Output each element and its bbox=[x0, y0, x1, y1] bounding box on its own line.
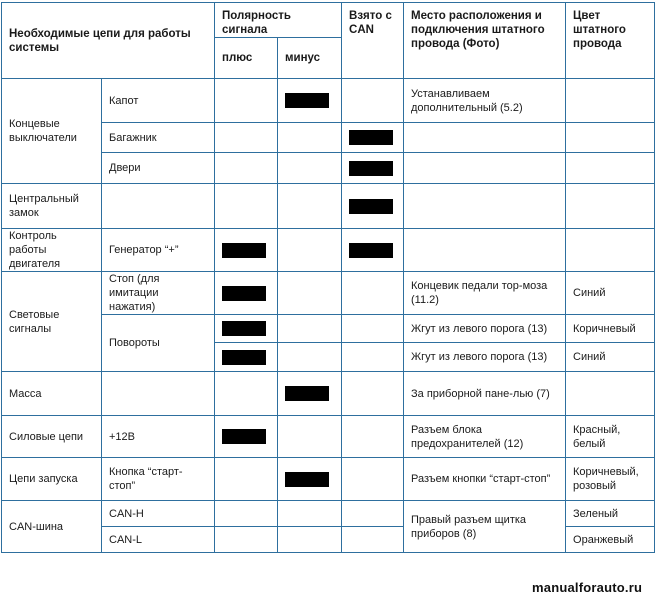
header-polarity: Полярность сигнала bbox=[215, 3, 342, 38]
row-location: За приборной пане-лью (7) bbox=[404, 372, 566, 416]
row-color: Коричневый bbox=[566, 315, 655, 343]
minus-marker bbox=[285, 93, 329, 108]
plus-marker bbox=[222, 429, 266, 444]
row-location: Правый разъем щитка приборов (8) bbox=[404, 501, 566, 553]
row-sub: CAN-L bbox=[102, 527, 215, 553]
row-color bbox=[566, 229, 655, 272]
row-color bbox=[566, 184, 655, 229]
row-location: Жгут из левого порога (13) bbox=[404, 315, 566, 343]
row-color: Оранжевый bbox=[566, 527, 655, 553]
header-circuits: Необходимые цепи для работы системы bbox=[2, 3, 215, 79]
row-group: Силовые цепи bbox=[2, 416, 102, 458]
wiring-table bbox=[1, 2, 655, 553]
row-sub: Капот bbox=[102, 79, 215, 123]
row-color: Коричневый, розовый bbox=[566, 458, 655, 501]
table-row bbox=[2, 79, 655, 123]
header-plus: плюс bbox=[215, 38, 278, 79]
row-group: Концевые выключатели bbox=[2, 79, 102, 184]
table-row bbox=[2, 501, 655, 527]
row-sub: Двери bbox=[102, 153, 215, 184]
can-marker bbox=[349, 243, 393, 258]
row-location: Устанавливаем дополнительный (5.2) bbox=[404, 79, 566, 123]
row-location: Жгут из левого порога (13) bbox=[404, 343, 566, 372]
header-location: Место расположения и подключения штатного провода (Фото) bbox=[404, 3, 566, 79]
row-sub: Повороты bbox=[102, 315, 215, 372]
row-group: Световые сигналы bbox=[2, 272, 102, 372]
row-sub: Генератор “+” bbox=[102, 229, 215, 272]
row-group: CAN-шина bbox=[2, 501, 102, 553]
row-sub bbox=[102, 372, 215, 416]
row-color bbox=[566, 123, 655, 153]
header-minus: минус bbox=[278, 38, 342, 79]
row-location: Разъем кнопки “старт-стоп” bbox=[404, 458, 566, 501]
can-marker bbox=[349, 130, 393, 145]
row-location: Концевик педали тор-моза (11.2) bbox=[404, 272, 566, 315]
row-location bbox=[404, 123, 566, 153]
row-color: Красный, белый bbox=[566, 416, 655, 458]
plus-marker bbox=[222, 321, 266, 336]
table-row bbox=[2, 184, 655, 229]
plus-marker bbox=[222, 350, 266, 365]
row-group: Цепи запуска bbox=[2, 458, 102, 501]
row-location bbox=[404, 229, 566, 272]
minus-marker bbox=[285, 472, 329, 487]
row-sub: CAN-H bbox=[102, 501, 215, 527]
row-color: Синий bbox=[566, 272, 655, 315]
table-row bbox=[2, 372, 655, 416]
header-can: Взято с CAN bbox=[342, 3, 404, 79]
row-group: Масса bbox=[2, 372, 102, 416]
row-sub: +12В bbox=[102, 416, 215, 458]
minus-marker bbox=[285, 386, 329, 401]
table-row bbox=[2, 229, 655, 272]
table-row bbox=[2, 416, 655, 458]
row-sub bbox=[102, 184, 215, 229]
row-group: Центральный замок bbox=[2, 184, 102, 229]
can-marker bbox=[349, 161, 393, 176]
watermark-footer: manualforauto.ru bbox=[532, 580, 643, 595]
table-row bbox=[2, 272, 655, 315]
plus-marker bbox=[222, 243, 266, 258]
row-color: Синий bbox=[566, 343, 655, 372]
table-row bbox=[2, 458, 655, 501]
row-group: Контроль работы двигателя bbox=[2, 229, 102, 272]
row-color bbox=[566, 153, 655, 184]
row-location bbox=[404, 153, 566, 184]
header-color: Цвет штатного провода bbox=[566, 3, 655, 79]
row-color: Зеленый bbox=[566, 501, 655, 527]
can-marker bbox=[349, 199, 393, 214]
row-sub: Стоп (для имитации нажатия) bbox=[102, 272, 215, 315]
row-color bbox=[566, 79, 655, 123]
row-location: Разъем блока предохранителей (12) bbox=[404, 416, 566, 458]
row-sub: Кнопка “старт-стоп” bbox=[102, 458, 215, 501]
row-location bbox=[404, 184, 566, 229]
plus-marker bbox=[222, 286, 266, 301]
row-sub: Багажник bbox=[102, 123, 215, 153]
row-color bbox=[566, 372, 655, 416]
